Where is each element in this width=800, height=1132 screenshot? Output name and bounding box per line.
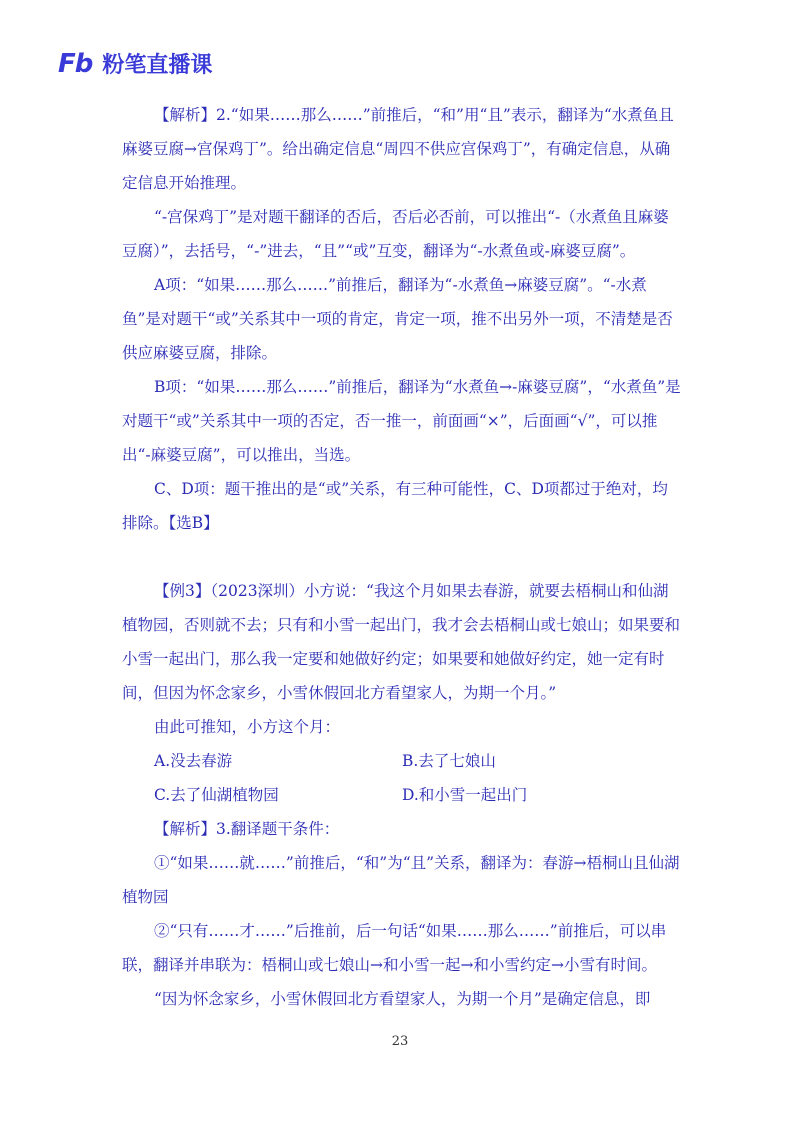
brand-logo xyxy=(58,48,212,79)
analysis-2-option-b: B项：“如果……那么……”前推后，翻译为“水煮鱼→-麻婆豆腐”，“水煮鱼”是对题干“或”关系其中一项的否定，否一推一，前面画“×”，后面画“√”，可以推出“-麻婆豆腐”，可以推出，当选。 xyxy=(122,378,681,464)
options-row-2 xyxy=(154,778,682,812)
analysis-2-option-a: A项：“如果……那么……”前推后，翻译为“-水煮鱼→麻婆豆腐”。“-水煮鱼”是对题干“或”关系其中一项的肯定，肯定一项，推不出另外一项，不清楚是否供应麻婆豆腐，排除。 xyxy=(122,276,673,362)
logo-mark: Fb xyxy=(58,48,93,79)
analysis-3-condition-2: ②“只有……才……”后推前，后一句话“如果……那么……”前推后，可以串联，翻译并串联为：梧桐山或七娘山→和小雪一起→和小雪约定→小雪有时间。 xyxy=(122,922,667,974)
option-c: C.去了仙湖植物园 xyxy=(154,786,279,804)
analysis-2-option-cd: C、D项：题干推出的是“或”关系，有三种可能性，C、D项都过于绝对，均排除。【选B】 xyxy=(122,480,668,532)
option-a: A.没去春游 xyxy=(154,752,233,770)
options-row-1 xyxy=(154,744,682,778)
analysis-2-intro: 【解析】2.“如果……那么……”前推后，“和”用“且”表示，翻译为“水煮鱼且麻婆豆腐→宫保鸡丁”。给出确定信息“周四不供应宫保鸡丁”，有确定信息，从确定信息开始推理。 xyxy=(122,106,674,192)
analysis-3-intro: 【解析】3.翻译题干条件： xyxy=(154,820,340,838)
analysis-2-step: “-宫保鸡丁”是对题干翻译的否后，否后必否前，可以推出“-（水煮鱼且麻婆豆腐）”，去括号，“-”进去，“且”“或”互变，翻译为“-水煮鱼或-麻婆豆腐”。 xyxy=(122,208,669,260)
document-body xyxy=(122,98,682,1016)
example-3-prompt: 由此可推知，小方这个月： xyxy=(154,718,341,736)
page-number: 23 xyxy=(391,1034,409,1049)
spacer xyxy=(122,540,682,574)
analysis-3-condition-1: ①“如果……就……”前推后，“和”为“且”关系，翻译为：春游→梧桐山且仙湖植物园 xyxy=(122,854,680,906)
option-b: B.去了七娘山 xyxy=(402,752,496,770)
option-d: D.和小雪一起出门 xyxy=(402,786,528,804)
analysis-3-certain-info: “因为怀念家乡，小雪休假回北方看望家人，为期一个月”是确定信息，即 xyxy=(154,990,651,1008)
logo-text: 粉笔直播课 xyxy=(102,53,213,78)
example-3-question: 【例3】（2023深圳）小方说：“我这个月如果去春游，就要去梧桐山和仙湖植物园，否则就不去；只有和小雪一起出门，我才会去梧桐山或七娘山；如果要和小雪一起出门，那么我一定要和她做好约定；如果要和她做好约定，她一定有时间，但因为怀念家乡，小雪休假回北方看望家人，为期一个月。” xyxy=(122,582,681,702)
